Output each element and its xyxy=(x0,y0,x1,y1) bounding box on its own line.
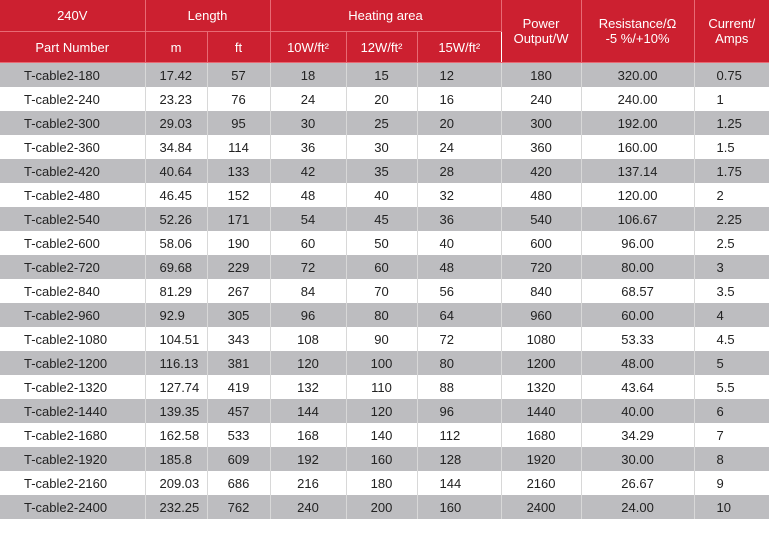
current-cell: 8 xyxy=(694,447,769,471)
length-ft-cell: 686 xyxy=(207,471,270,495)
resistance-cell: 320.00 xyxy=(581,63,694,88)
area-15w-cell: 80 xyxy=(417,351,501,375)
length-ft-cell: 419 xyxy=(207,375,270,399)
length-ft-cell: 457 xyxy=(207,399,270,423)
resistance-cell: 240.00 xyxy=(581,87,694,111)
area-12w-cell: 200 xyxy=(346,495,417,519)
power-output-cell: 1080 xyxy=(501,327,581,351)
length-m-cell: 209.03 xyxy=(145,471,207,495)
resistance-cell: 120.00 xyxy=(581,183,694,207)
resistance-cell: 192.00 xyxy=(581,111,694,135)
table-row xyxy=(0,87,769,111)
resistance-cell: 80.00 xyxy=(581,255,694,279)
area-10w-cell: 18 xyxy=(270,63,346,88)
area-10w-cell: 132 xyxy=(270,375,346,399)
power-output-cell: 240 xyxy=(501,87,581,111)
power-output-cell: 300 xyxy=(501,111,581,135)
area-12w-cell: 120 xyxy=(346,399,417,423)
current-cell: 2 xyxy=(694,183,769,207)
area-15w-cell: 160 xyxy=(417,495,501,519)
length-m-cell: 29.03 xyxy=(145,111,207,135)
current-cell: 5 xyxy=(694,351,769,375)
current-cell: 1 xyxy=(694,87,769,111)
length-ft-cell: 95 xyxy=(207,111,270,135)
length-ft-cell: 152 xyxy=(207,183,270,207)
part-number-cell: T-cable2-540 xyxy=(0,207,145,231)
power-output-cell: 1200 xyxy=(501,351,581,375)
current-cell: 6 xyxy=(694,399,769,423)
table-row xyxy=(0,495,769,519)
resistance-cell: 43.64 xyxy=(581,375,694,399)
resistance-cell: 24.00 xyxy=(581,495,694,519)
part-number-cell: T-cable2-720 xyxy=(0,255,145,279)
area-10w-cell: 48 xyxy=(270,183,346,207)
current-cell: 2.5 xyxy=(694,231,769,255)
area-15w-cell: 32 xyxy=(417,183,501,207)
table-header xyxy=(0,0,769,63)
table-row xyxy=(0,447,769,471)
power-output-cell: 960 xyxy=(501,303,581,327)
length-ft-cell: 343 xyxy=(207,327,270,351)
resistance-cell: 30.00 xyxy=(581,447,694,471)
length-ft-cell: 114 xyxy=(207,135,270,159)
area-12w-cell: 15 xyxy=(346,63,417,88)
part-number-cell: T-cable2-360 xyxy=(0,135,145,159)
power-output-cell: 480 xyxy=(501,183,581,207)
area-15w-cell: 28 xyxy=(417,159,501,183)
area-15w-cell: 16 xyxy=(417,87,501,111)
resistance-cell: 68.57 xyxy=(581,279,694,303)
resistance-cell: 34.29 xyxy=(581,423,694,447)
length-m-cell: 139.35 xyxy=(145,399,207,423)
power-output-cell: 180 xyxy=(501,63,581,88)
area-10w-cell: 84 xyxy=(270,279,346,303)
length-ft-header: ft xyxy=(207,32,270,63)
current-cell: 0.75 xyxy=(694,63,769,88)
area-12w-cell: 20 xyxy=(346,87,417,111)
area-12w-cell: 140 xyxy=(346,423,417,447)
table-row xyxy=(0,111,769,135)
table-row xyxy=(0,471,769,495)
table-row xyxy=(0,279,769,303)
power-output-cell: 600 xyxy=(501,231,581,255)
current-cell: 10 xyxy=(694,495,769,519)
power-output-header-line1: Power xyxy=(522,16,560,31)
current-cell: 4 xyxy=(694,303,769,327)
table-row xyxy=(0,399,769,423)
length-m-header: m xyxy=(145,32,207,63)
power-output-cell: 1680 xyxy=(501,423,581,447)
current-cell: 1.25 xyxy=(694,111,769,135)
area-12w-cell: 50 xyxy=(346,231,417,255)
length-m-cell: 46.45 xyxy=(145,183,207,207)
area-10w-cell: 72 xyxy=(270,255,346,279)
table-row xyxy=(0,327,769,351)
length-m-cell: 40.64 xyxy=(145,159,207,183)
area-15w-cell: 36 xyxy=(417,207,501,231)
area-15w-cell: 48 xyxy=(417,255,501,279)
resistance-cell: 53.33 xyxy=(581,327,694,351)
length-ft-cell: 171 xyxy=(207,207,270,231)
power-output-cell: 360 xyxy=(501,135,581,159)
current-cell: 3.5 xyxy=(694,279,769,303)
part-number-cell: T-cable2-1440 xyxy=(0,399,145,423)
length-ft-cell: 305 xyxy=(207,303,270,327)
area-15w-cell: 40 xyxy=(417,231,501,255)
length-ft-cell: 190 xyxy=(207,231,270,255)
area-12w-cell: 180 xyxy=(346,471,417,495)
area-10w-cell: 36 xyxy=(270,135,346,159)
length-ft-cell: 76 xyxy=(207,87,270,111)
part-number-cell: T-cable2-1680 xyxy=(0,423,145,447)
resistance-cell: 26.67 xyxy=(581,471,694,495)
power-output-cell: 1440 xyxy=(501,399,581,423)
area-12w-cell: 45 xyxy=(346,207,417,231)
current-cell: 3 xyxy=(694,255,769,279)
area-15w-cell: 144 xyxy=(417,471,501,495)
power-output-cell: 2160 xyxy=(501,471,581,495)
power-output-cell: 540 xyxy=(501,207,581,231)
current-cell: 4.5 xyxy=(694,327,769,351)
part-number-cell: T-cable2-2400 xyxy=(0,495,145,519)
area-10w-cell: 42 xyxy=(270,159,346,183)
length-m-cell: 185.8 xyxy=(145,447,207,471)
area-12w-cell: 160 xyxy=(346,447,417,471)
part-number-cell: T-cable2-1320 xyxy=(0,375,145,399)
area-15w-header: 15W/ft² xyxy=(417,32,501,63)
resistance-cell: 96.00 xyxy=(581,231,694,255)
part-number-cell: T-cable2-300 xyxy=(0,111,145,135)
area-12w-cell: 110 xyxy=(346,375,417,399)
resistance-cell: 160.00 xyxy=(581,135,694,159)
area-15w-cell: 64 xyxy=(417,303,501,327)
area-12w-cell: 80 xyxy=(346,303,417,327)
area-15w-cell: 112 xyxy=(417,423,501,447)
current-header-line1: Current/ xyxy=(708,16,756,31)
length-ft-cell: 267 xyxy=(207,279,270,303)
table-row xyxy=(0,207,769,231)
length-m-cell: 104.51 xyxy=(145,327,207,351)
length-m-cell: 232.25 xyxy=(145,495,207,519)
part-number-cell: T-cable2-2160 xyxy=(0,471,145,495)
area-10w-cell: 240 xyxy=(270,495,346,519)
power-output-cell: 1320 xyxy=(501,375,581,399)
length-m-cell: 127.74 xyxy=(145,375,207,399)
length-m-cell: 17.42 xyxy=(145,63,207,88)
power-output-cell: 720 xyxy=(501,255,581,279)
part-number-cell: T-cable2-240 xyxy=(0,87,145,111)
part-number-cell: T-cable2-180 xyxy=(0,63,145,88)
length-m-cell: 58.06 xyxy=(145,231,207,255)
current-header-line2: Amps xyxy=(715,31,749,46)
area-10w-cell: 96 xyxy=(270,303,346,327)
resistance-cell: 106.67 xyxy=(581,207,694,231)
power-output-cell: 1920 xyxy=(501,447,581,471)
resistance-cell: 40.00 xyxy=(581,399,694,423)
part-number-cell: T-cable2-840 xyxy=(0,279,145,303)
area-12w-cell: 35 xyxy=(346,159,417,183)
resistance-cell: 137.14 xyxy=(581,159,694,183)
resistance-cell: 60.00 xyxy=(581,303,694,327)
area-10w-cell: 192 xyxy=(270,447,346,471)
length-ft-cell: 133 xyxy=(207,159,270,183)
area-10w-cell: 108 xyxy=(270,327,346,351)
area-10w-header: 10W/ft² xyxy=(270,32,346,63)
table-row xyxy=(0,159,769,183)
table-row xyxy=(0,255,769,279)
area-15w-cell: 20 xyxy=(417,111,501,135)
area-10w-cell: 120 xyxy=(270,351,346,375)
resistance-header-line1: Resistance/Ω xyxy=(598,16,677,31)
resistance-cell: 48.00 xyxy=(581,351,694,375)
length-ft-cell: 229 xyxy=(207,255,270,279)
area-10w-cell: 24 xyxy=(270,87,346,111)
length-ft-cell: 762 xyxy=(207,495,270,519)
area-15w-cell: 128 xyxy=(417,447,501,471)
area-10w-cell: 216 xyxy=(270,471,346,495)
table-row xyxy=(0,375,769,399)
current-cell: 7 xyxy=(694,423,769,447)
power-output-cell: 840 xyxy=(501,279,581,303)
part-number-cell: T-cable2-1200 xyxy=(0,351,145,375)
part-number-header: Part Number xyxy=(0,32,145,63)
area-12w-cell: 40 xyxy=(346,183,417,207)
area-12w-cell: 60 xyxy=(346,255,417,279)
current-cell: 1.75 xyxy=(694,159,769,183)
resistance-header-line2: -5 %/+10% xyxy=(605,31,670,46)
area-15w-cell: 24 xyxy=(417,135,501,159)
length-m-cell: 162.58 xyxy=(145,423,207,447)
table-row xyxy=(0,423,769,447)
power-output-header xyxy=(501,0,581,63)
length-m-cell: 23.23 xyxy=(145,87,207,111)
area-10w-cell: 60 xyxy=(270,231,346,255)
area-15w-cell: 72 xyxy=(417,327,501,351)
length-m-cell: 69.68 xyxy=(145,255,207,279)
length-m-cell: 116.13 xyxy=(145,351,207,375)
area-12w-cell: 100 xyxy=(346,351,417,375)
area-12w-cell: 30 xyxy=(346,135,417,159)
area-15w-cell: 88 xyxy=(417,375,501,399)
length-header: Length xyxy=(145,0,270,32)
current-cell: 5.5 xyxy=(694,375,769,399)
table-row xyxy=(0,135,769,159)
part-number-cell: T-cable2-1920 xyxy=(0,447,145,471)
table-row xyxy=(0,63,769,88)
current-cell: 9 xyxy=(694,471,769,495)
area-10w-cell: 30 xyxy=(270,111,346,135)
length-ft-cell: 57 xyxy=(207,63,270,88)
table-row xyxy=(0,231,769,255)
length-ft-cell: 381 xyxy=(207,351,270,375)
current-cell: 1.5 xyxy=(694,135,769,159)
power-output-cell: 2400 xyxy=(501,495,581,519)
area-10w-cell: 168 xyxy=(270,423,346,447)
part-number-cell: T-cable2-420 xyxy=(0,159,145,183)
part-number-cell: T-cable2-480 xyxy=(0,183,145,207)
area-12w-cell: 90 xyxy=(346,327,417,351)
length-ft-cell: 533 xyxy=(207,423,270,447)
part-number-cell: T-cable2-960 xyxy=(0,303,145,327)
area-15w-cell: 96 xyxy=(417,399,501,423)
table-body xyxy=(0,63,769,520)
area-12w-cell: 70 xyxy=(346,279,417,303)
table-row xyxy=(0,303,769,327)
length-m-cell: 34.84 xyxy=(145,135,207,159)
table-row xyxy=(0,183,769,207)
area-12w-header: 12W/ft² xyxy=(346,32,417,63)
length-ft-cell: 609 xyxy=(207,447,270,471)
table-row xyxy=(0,351,769,375)
power-output-header-line2: Output/W xyxy=(513,31,569,46)
current-header xyxy=(694,0,769,63)
heating-area-header: Heating area xyxy=(270,0,501,32)
area-10w-cell: 144 xyxy=(270,399,346,423)
current-cell: 2.25 xyxy=(694,207,769,231)
length-m-cell: 92.9 xyxy=(145,303,207,327)
length-m-cell: 52.26 xyxy=(145,207,207,231)
part-number-cell: T-cable2-600 xyxy=(0,231,145,255)
area-10w-cell: 54 xyxy=(270,207,346,231)
area-15w-cell: 12 xyxy=(417,63,501,88)
area-15w-cell: 56 xyxy=(417,279,501,303)
resistance-header xyxy=(581,0,694,63)
length-m-cell: 81.29 xyxy=(145,279,207,303)
area-12w-cell: 25 xyxy=(346,111,417,135)
part-number-cell: T-cable2-1080 xyxy=(0,327,145,351)
power-output-cell: 420 xyxy=(501,159,581,183)
voltage-header: 240V xyxy=(0,0,145,32)
